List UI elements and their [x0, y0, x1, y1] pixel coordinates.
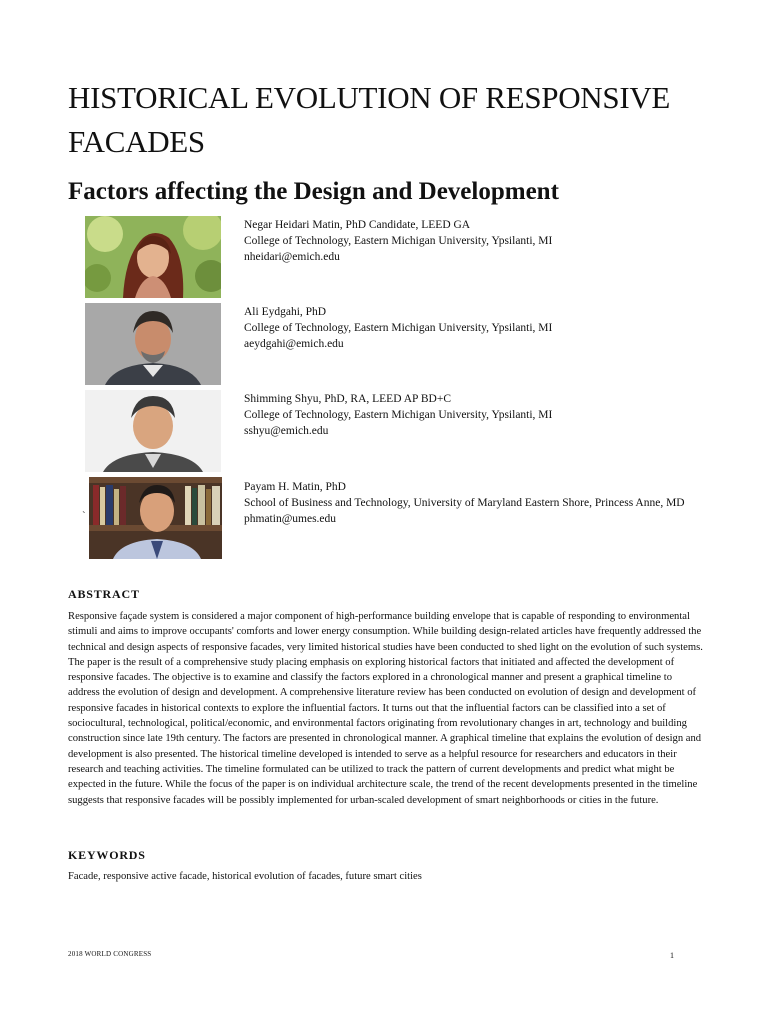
author-email: phmatin@umes.edu [244, 513, 337, 525]
author-affiliation: College of Technology, Eastern Michigan University, Ypsilanti, MI [244, 322, 553, 334]
author-email: sshyu@emich.edu [244, 425, 329, 437]
author-name: Shimming Shyu, PhD, RA, LEED AP BD+C [244, 393, 452, 405]
author-name: Negar Heidari Matin, PhD Candidate, LEED GA [244, 219, 471, 231]
footer-conference: 2018 WORLD CONGRESS [68, 950, 152, 958]
author-block-2 [244, 304, 744, 352]
author-photo-2 [85, 303, 221, 385]
author-block-1 [244, 217, 744, 265]
author-photo-3 [85, 390, 221, 472]
author-photo-1 [85, 216, 221, 298]
author-block-3 [244, 391, 744, 439]
author-affiliation: College of Technology, Eastern Michigan University, Ypsilanti, MI [244, 409, 553, 421]
keywords-heading: KEYWORDS [68, 848, 146, 862]
paper-subtitle: Factors affecting the Design and Development [68, 178, 559, 205]
stray-mark: ` [82, 510, 86, 522]
author-photo-4 [89, 477, 222, 559]
author-affiliation: School of Business and Technology, University of Maryland Eastern Shore, Princess Anne, MD [244, 497, 685, 509]
page-number: 1 [670, 951, 674, 960]
abstract-heading: ABSTRACT [68, 587, 140, 601]
author-affiliation: College of Technology, Eastern Michigan University, Ypsilanti, MI [244, 235, 553, 247]
author-email: nheidari@emich.edu [244, 251, 340, 263]
paper-title: HISTORICAL EVOLUTION OF RESPONSIVE FACADES [68, 80, 671, 159]
author-name: Payam H. Matin, PhD [244, 481, 346, 493]
abstract-text: Responsive façade system is considered a major component of high-performance building envelope that is capable of responding to environmental stimuli and aims to improve occupants' comforts and lower energy consumption. While building design-related articles have frequently addressed the technical and design aspects of responsive facades, very limited historical studies have been conducted to shed light on the evolution of such systems. The paper is the result of a comprehensive study placing emphasis on exploring historical factors that initiated and affected the development of responsive facades. The objective is to examine and classify the factors explored in a chronological manner and present a graphical timeline to address the evolution of design and development. A comprehensive literature review has been conducted on evolution of design and development of responsive facades in historical contexts to explore the influential factors. It turns out that the influential factors can be classified into a set of sociocultural, technological, political/economic, and environmental factors originating from revolutionary changes in art, technology and building construction since late 19th century. The factors are presented in chronological manner. A graphical timeline that explains the evolution of design and development is also presented. The historical timeline developed is intended to serve as a helpful resource for researchers and educators in their research and teaching activities. The timeline formulated can be utilized to track the pattern of current developments and predict what might be expected in the future. While the focus of the paper is on individual architecture scale, the trend of the recent developments presented in the timeline suggests that responsive facades will be possibly implemented for urban-scaled development of smart neighborhoods or cities in the future. [68, 611, 703, 806]
author-block-4 [244, 479, 744, 527]
author-name: Ali Eydgahi, PhD [244, 306, 327, 318]
author-email: aeydgahi@emich.edu [244, 338, 344, 350]
keywords-text: Facade, responsive active facade, historical evolution of facades, future smart cities [68, 871, 422, 882]
